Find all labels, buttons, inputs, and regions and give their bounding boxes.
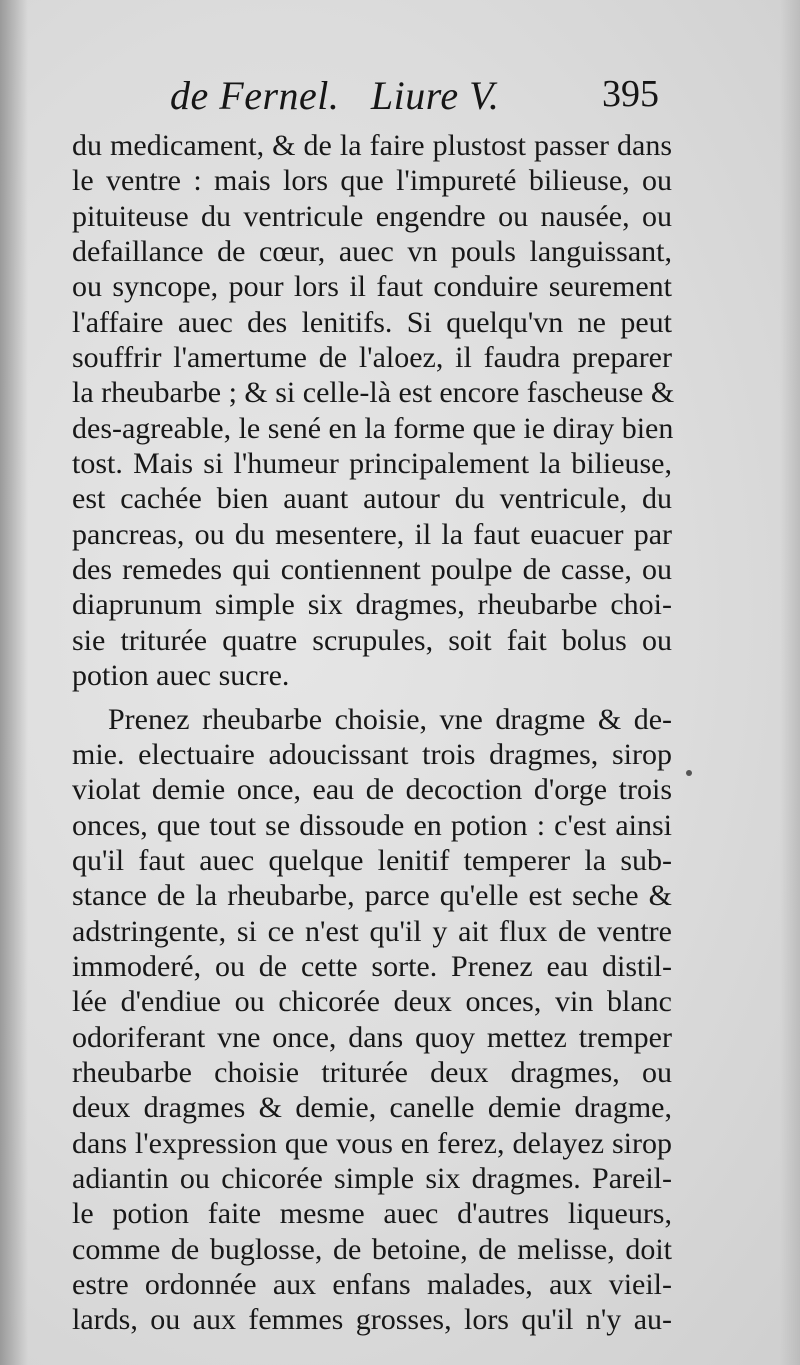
gutter-shadow: [0, 0, 28, 1365]
text-line: estre ordonnée aux enfans malades, aux vieil-: [72, 1268, 672, 1301]
text-line: adiantin ou chicorée simple six dragmes. Pareil-: [72, 1161, 672, 1195]
text-line: violat demie once, eau de decoction d'orge trois: [72, 773, 672, 807]
text-line: du medicament, & de la faire plustost passer dans: [72, 129, 672, 162]
text-line: qu'il faut auec quelque lenitif temperer la sub-: [72, 843, 672, 877]
text-line: sie triturée quatre scrupules, soit fait bolus ou: [72, 623, 672, 657]
text-line: stance de la rheubarbe, parce qu'elle est seche &: [72, 879, 672, 913]
text-line: mie. electuaire adoucissant trois dragmes, sirop: [72, 737, 672, 771]
text-line: ou syncope, pour lors il faut conduire seurement: [72, 270, 672, 304]
text-line: souffrir l'amertume de l'aloez, il faudra preparer: [72, 341, 672, 375]
text-line: l'affaire auec des lenitifs. Si quelqu'vn ne peut: [72, 305, 672, 339]
text-line: est cachée bien auant autour du ventricule, du: [72, 482, 672, 516]
body-text: [72, 128, 675, 1338]
running-title: de Fernel. Liure V.: [170, 73, 500, 118]
page-edge-shadow: [780, 0, 800, 1365]
page-number: 395: [602, 73, 659, 115]
text-line: deux dragmes & demie, canelle demie dragme,: [72, 1091, 672, 1125]
text-line: tost. Mais si l'humeur principalement la bilieuse,: [72, 447, 672, 481]
text-line: lée d'endiue ou chicorée deux onces, vin blanc: [72, 985, 672, 1019]
text-line: pituiteuse du ventricule engendre ou nausée, ou: [72, 199, 672, 233]
text-line: Prenez rheubarbe choisie, vne dragme & de-: [108, 702, 672, 736]
text-line: odoriferant vne once, dans quoy mettez tremper: [72, 1020, 672, 1054]
paragraph: [72, 128, 675, 694]
text-line: adstringente, si ce n'est qu'il y ait flux de ventre: [72, 914, 672, 948]
text-line: potion auec sucre.: [72, 659, 290, 693]
text-line: rheubarbe choisie triturée deux dragmes, ou: [72, 1055, 672, 1089]
page-header: [170, 72, 670, 124]
text-line: immoderé, ou de cette sorte. Prenez eau distil-: [72, 949, 672, 983]
text-line: diaprunum simple six dragmes, rheubarbe choi-: [72, 588, 672, 622]
text-line: pancreas, ou du mesentere, il la faut euacuer par: [72, 517, 672, 551]
text-line: des remedes qui contiennent poulpe de casse, ou: [72, 553, 672, 587]
text-line: lards, ou aux femmes grosses, lors qu'il n'y au-: [72, 1303, 672, 1337]
ink-speck: [686, 770, 692, 776]
text-line: comme de buglosse, de betoine, de melisse, doit: [72, 1232, 672, 1266]
text-line: dans l'expression que vous en ferez, delayez sirop: [72, 1126, 672, 1160]
text-line: le ventre : mais lors que l'impureté bilieuse, ou: [72, 164, 672, 198]
text-line: onces, que tout se dissoude en potion : c'est ainsi: [72, 808, 672, 842]
text-line: des-agreable, le sené en la forme que ie diray bien: [72, 411, 674, 445]
text-line: la rheubarbe ; & si celle-là est encore fascheuse &: [72, 376, 675, 410]
text-line: le potion faite mesme auec d'autres liqueurs,: [72, 1197, 672, 1231]
paragraph: [72, 702, 672, 1338]
text-line: defaillance de cœur, auec vn pouls languissant,: [72, 235, 672, 269]
